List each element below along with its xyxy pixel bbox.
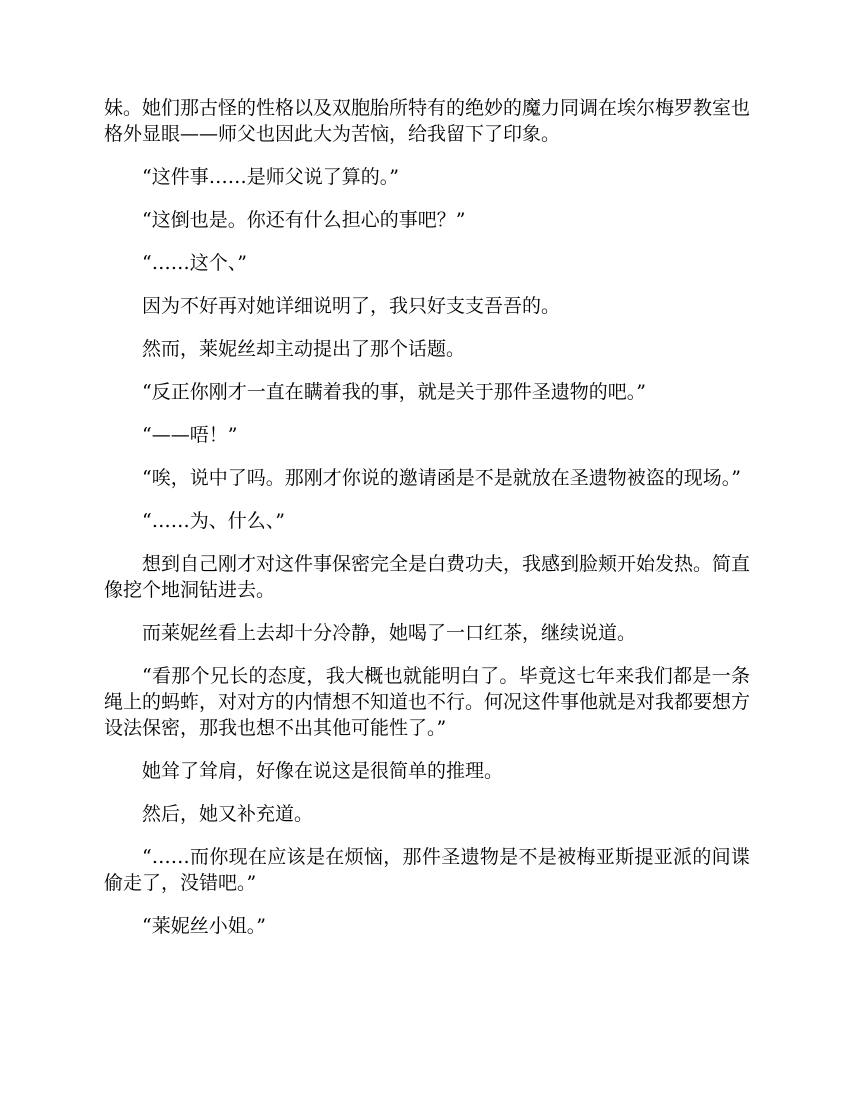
paragraph: 然而，莱妮丝却主动提出了那个话题。 [142,338,466,360]
paragraph: “……而你现在应该是在烦恼，那件圣遗物是不是被梅亚斯提亚派的间谍偷走了，没错吧。” [104,846,750,894]
paragraph: “……这个、” [142,252,247,274]
paragraph: “唉，说中了吗。那刚才你说的邀请函是不是就放在圣遗物被盗的现场。” [142,467,741,489]
paragraph: 她耸了耸肩，好像在说这是很简单的推理。 [142,760,504,782]
paragraph: 妹。她们那古怪的性格以及双胞胎所特有的绝妙的魔力同调在埃尔梅罗教室也格外显眼——师父也因此大为苦恼，给我留下了印象。 [104,97,751,145]
paragraph: “……为、什么、” [142,510,285,532]
paragraph: “这倒也是。你还有什么担心的事吧？” [142,209,466,231]
document-page [104,95,750,956]
paragraph: “看那个兄长的态度，我大概也就能明白了。毕竟这七年来我们都是一条绳上的蚂蚱，对对方的内情想不知道也不行。何况这件事他就是对我都要想方设法保密，那我也想不出其他可能性了。” [104,665,751,739]
paragraph: 因为不好再对她详细说明了，我只好支支吾吾的。 [142,295,561,317]
paragraph: 想到自己刚才对这件事保密完全是白费功夫，我感到脸颊开始发热。简直像挖个地洞钻进去。 [104,553,751,601]
paragraph: “反正你刚才一直在瞒着我的事，就是关于那件圣遗物的吧。” [142,381,646,403]
paragraph: 然后，她又补充道。 [142,803,314,825]
paragraph: 而莱妮丝看上去却十分冷静，她喝了一口红茶，继续说道。 [142,622,637,644]
paragraph: “——唔！” [142,424,238,446]
paragraph: “这件事……是师父说了算的。” [142,166,399,188]
paragraph: “莱妮丝小姐。” [142,915,266,937]
